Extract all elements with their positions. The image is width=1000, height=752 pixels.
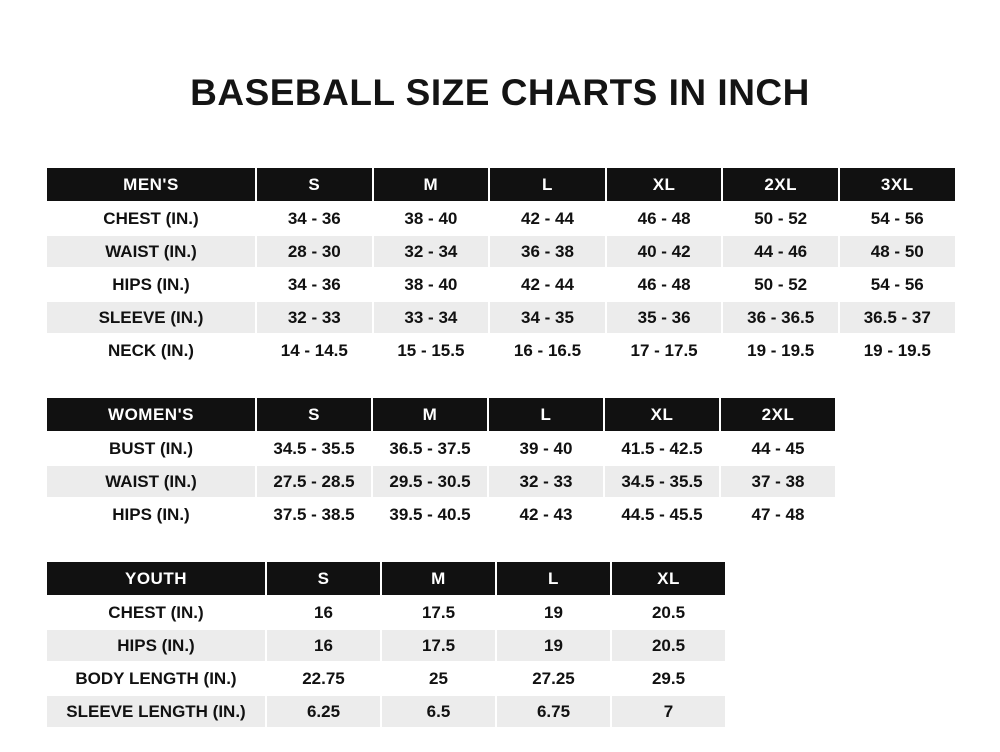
cell-value: 6.75 xyxy=(496,695,611,728)
cell-value: 44.5 - 45.5 xyxy=(604,498,720,531)
cell-value: 34 - 36 xyxy=(256,202,373,235)
row-label: HIPS (IN.) xyxy=(46,498,256,531)
womens-header-category: WOMEN'S xyxy=(46,397,256,432)
row-label: BUST (IN.) xyxy=(46,432,256,465)
womens-header-m: M xyxy=(372,397,488,432)
cell-value: 36.5 - 37 xyxy=(839,301,956,334)
mens-header-l: L xyxy=(489,167,606,202)
cell-value: 39 - 40 xyxy=(488,432,604,465)
cell-value: 34 - 35 xyxy=(489,301,606,334)
row-label: HIPS (IN.) xyxy=(46,268,256,301)
table-row xyxy=(46,432,836,465)
mens-header-xl: XL xyxy=(606,167,723,202)
cell-value: 22.75 xyxy=(266,662,381,695)
mens-header-m: M xyxy=(373,167,490,202)
row-label: CHEST (IN.) xyxy=(46,202,256,235)
mens-size-table xyxy=(45,166,957,368)
cell-value: 32 - 33 xyxy=(488,465,604,498)
cell-value: 17.5 xyxy=(381,629,496,662)
cell-value: 40 - 42 xyxy=(606,235,723,268)
youth-size-table xyxy=(45,560,727,729)
table-row xyxy=(46,629,726,662)
mens-header-s: S xyxy=(256,167,373,202)
womens-table-body xyxy=(46,432,836,531)
womens-size-table xyxy=(45,396,837,532)
row-label: SLEEVE LENGTH (IN.) xyxy=(46,695,266,728)
mens-table-header xyxy=(46,167,956,202)
cell-value: 6.5 xyxy=(381,695,496,728)
cell-value: 38 - 40 xyxy=(373,268,490,301)
cell-value: 27.25 xyxy=(496,662,611,695)
cell-value: 44 - 45 xyxy=(720,432,836,465)
cell-value: 46 - 48 xyxy=(606,268,723,301)
womens-table-header xyxy=(46,397,836,432)
table-row xyxy=(46,498,836,531)
row-label: CHEST (IN.) xyxy=(46,596,266,629)
cell-value: 25 xyxy=(381,662,496,695)
cell-value: 16 - 16.5 xyxy=(489,334,606,367)
cell-value: 7 xyxy=(611,695,726,728)
table-row xyxy=(46,235,956,268)
cell-value: 38 - 40 xyxy=(373,202,490,235)
cell-value: 48 - 50 xyxy=(839,235,956,268)
row-label: NECK (IN.) xyxy=(46,334,256,367)
cell-value: 39.5 - 40.5 xyxy=(372,498,488,531)
row-label: HIPS (IN.) xyxy=(46,629,266,662)
youth-header-xl: XL xyxy=(611,561,726,596)
table-row xyxy=(46,301,956,334)
cell-value: 42 - 44 xyxy=(489,268,606,301)
youth-table-body xyxy=(46,596,726,728)
mens-header-2xl: 2XL xyxy=(722,167,839,202)
table-row xyxy=(46,334,956,367)
table-header-row xyxy=(46,167,956,202)
cell-value: 17.5 xyxy=(381,596,496,629)
mens-table-body xyxy=(46,202,956,367)
cell-value: 16 xyxy=(266,629,381,662)
womens-header-s: S xyxy=(256,397,372,432)
cell-value: 37 - 38 xyxy=(720,465,836,498)
cell-value: 44 - 46 xyxy=(722,235,839,268)
cell-value: 42 - 43 xyxy=(488,498,604,531)
youth-header-s: S xyxy=(266,561,381,596)
cell-value: 29.5 - 30.5 xyxy=(372,465,488,498)
table-row xyxy=(46,695,726,728)
cell-value: 15 - 15.5 xyxy=(373,334,490,367)
cell-value: 6.25 xyxy=(266,695,381,728)
cell-value: 14 - 14.5 xyxy=(256,334,373,367)
mens-header-category: MEN'S xyxy=(46,167,256,202)
table-header-row xyxy=(46,561,726,596)
cell-value: 16 xyxy=(266,596,381,629)
cell-value: 19 - 19.5 xyxy=(722,334,839,367)
size-tables-container xyxy=(45,114,955,729)
womens-header-xl: XL xyxy=(604,397,720,432)
cell-value: 47 - 48 xyxy=(720,498,836,531)
cell-value: 54 - 56 xyxy=(839,202,956,235)
cell-value: 36.5 - 37.5 xyxy=(372,432,488,465)
row-label: SLEEVE (IN.) xyxy=(46,301,256,334)
cell-value: 36 - 36.5 xyxy=(722,301,839,334)
cell-value: 32 - 34 xyxy=(373,235,490,268)
cell-value: 54 - 56 xyxy=(839,268,956,301)
table-row xyxy=(46,662,726,695)
cell-value: 50 - 52 xyxy=(722,268,839,301)
youth-table-header xyxy=(46,561,726,596)
cell-value: 37.5 - 38.5 xyxy=(256,498,372,531)
cell-value: 50 - 52 xyxy=(722,202,839,235)
row-label: BODY LENGTH (IN.) xyxy=(46,662,266,695)
table-row xyxy=(46,596,726,629)
cell-value: 29.5 xyxy=(611,662,726,695)
youth-header-l: L xyxy=(496,561,611,596)
cell-value: 34 - 36 xyxy=(256,268,373,301)
cell-value: 32 - 33 xyxy=(256,301,373,334)
cell-value: 27.5 - 28.5 xyxy=(256,465,372,498)
table-row xyxy=(46,268,956,301)
table-row xyxy=(46,202,956,235)
cell-value: 19 - 19.5 xyxy=(839,334,956,367)
womens-header-2xl: 2XL xyxy=(720,397,836,432)
cell-value: 19 xyxy=(496,629,611,662)
row-label: WAIST (IN.) xyxy=(46,235,256,268)
cell-value: 46 - 48 xyxy=(606,202,723,235)
cell-value: 17 - 17.5 xyxy=(606,334,723,367)
mens-header-3xl: 3XL xyxy=(839,167,956,202)
womens-header-l: L xyxy=(488,397,604,432)
youth-header-category: YOUTH xyxy=(46,561,266,596)
cell-value: 20.5 xyxy=(611,629,726,662)
cell-value: 34.5 - 35.5 xyxy=(256,432,372,465)
cell-value: 42 - 44 xyxy=(489,202,606,235)
cell-value: 41.5 - 42.5 xyxy=(604,432,720,465)
cell-value: 34.5 - 35.5 xyxy=(604,465,720,498)
cell-value: 35 - 36 xyxy=(606,301,723,334)
youth-header-m: M xyxy=(381,561,496,596)
page-title: BASEBALL SIZE CHARTS IN INCH xyxy=(190,72,810,113)
cell-value: 28 - 30 xyxy=(256,235,373,268)
table-row xyxy=(46,465,836,498)
cell-value: 33 - 34 xyxy=(373,301,490,334)
table-header-row xyxy=(46,397,836,432)
cell-value: 20.5 xyxy=(611,596,726,629)
row-label: WAIST (IN.) xyxy=(46,465,256,498)
cell-value: 36 - 38 xyxy=(489,235,606,268)
cell-value: 19 xyxy=(496,596,611,629)
